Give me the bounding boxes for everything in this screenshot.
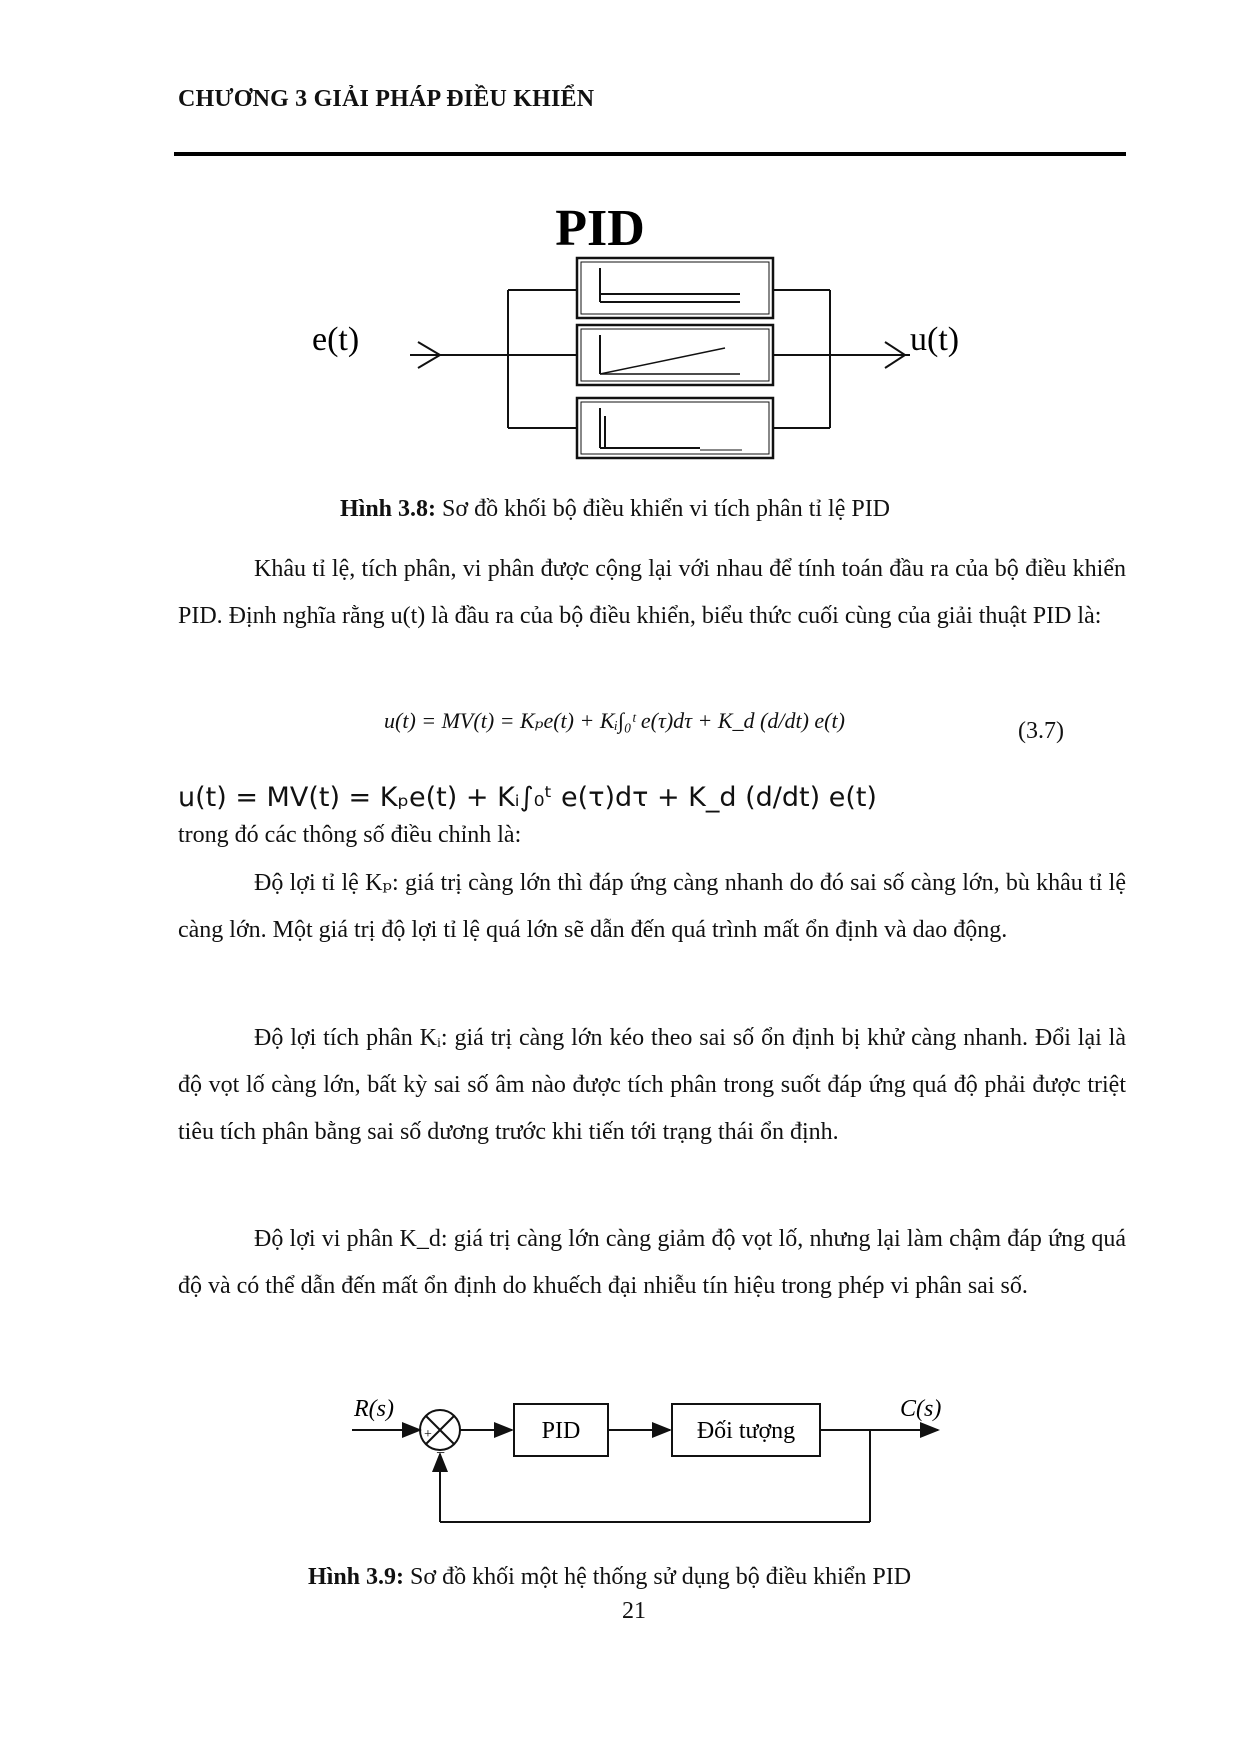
fig38-wiring	[410, 290, 910, 428]
fig39-plant-label: Đối tượng	[696, 1418, 796, 1444]
parameters-lead-in: trong đó các thông số điều chỉnh là:	[178, 822, 522, 848]
paragraph-kd: Độ lợi vi phân K_d: giá trị càng lớn càng giảm độ vọt lố, nhưng lại làm chậm đáp ứng quá độ và có thể dẫn đến mất ổn định do khuếch đại nhiễu tín hiệu trong phép vi phân sai số.	[178, 1226, 1126, 1299]
fig38-caption-label: Hình 3.8:	[340, 496, 437, 522]
fig39-caption-label: Hình 3.9:	[308, 1564, 405, 1590]
fig38-derivative-block	[577, 398, 773, 458]
equation-number: (3.7)	[1018, 718, 1064, 744]
fig39-wiring	[352, 1430, 938, 1522]
fig38-input-label: e(t)	[312, 321, 360, 358]
fig38-caption-text: Sơ đồ khối bộ điều khiển vi tích phân tỉ lệ PID	[436, 496, 891, 522]
paragraph-kp: Độ lợi tỉ lệ Kₚ: giá trị càng lớn thì đáp ứng càng nhanh do đó sai số càng lớn, bù khâu tỉ lệ càng lớn. Một giá trị độ lợi tỉ lệ quá lớn sẽ dẫn đến quá trình mất ổn định và dao động.	[178, 870, 1126, 943]
figure-3-9-caption	[308, 1564, 911, 1591]
figure-3-8-diagram	[300, 190, 1000, 480]
paragraph-ki: Độ lợi tích phân Kᵢ: giá trị càng lớn kéo theo sai số ổn định bị khử càng nhanh. Đổi lại là độ vọt lố càng lớn, bất kỳ sai số âm nào được tích phân trong suốt đáp ứng quá độ phải được triệt tiêu tích phân bằng sai số dương trước khi tiến tới trạng thái ổn định.	[178, 1025, 1126, 1145]
equation-3-7-alt: u(t) = MV(t) = Kₚe(t) + Kᵢ∫₀ᵗ e(τ)dτ + K_d (d/dt) e(t)	[178, 782, 877, 813]
fig38-proportional-block	[577, 258, 773, 318]
figure-3-8-caption	[340, 496, 890, 523]
equation-3-7: u(t) = MV(t) = Kₚe(t) + Kᵢ∫₀ᵗ e(τ)dτ + K_d (d/dt) e(t)	[384, 708, 845, 733]
fig38-title: PID	[555, 200, 645, 257]
fig39-output-label: C(s)	[900, 1396, 942, 1422]
fig39-input-label: R(s)	[354, 1396, 394, 1422]
chapter-header: CHƯƠNG 3 GIẢI PHÁP ĐIỀU KHIỂN	[178, 86, 595, 112]
fig39-pid-label: PID	[541, 1418, 581, 1444]
fig39-caption-text: Sơ đồ khối một hệ thống sử dụng bộ điều khiển PID	[404, 1564, 912, 1590]
page-number: 21	[622, 1598, 646, 1624]
fig39-plus-sign: +	[424, 1427, 432, 1442]
paragraph-intro: Khâu tỉ lệ, tích phân, vi phân được cộng lại với nhau để tính toán đầu ra của bộ điều khiển PID. Định nghĩa rằng u(t) là đầu ra của bộ điều khiển, biểu thức cuối cùng của giải thuật PID là:	[178, 556, 1126, 629]
fig38-output-label: u(t)	[910, 321, 960, 358]
fig38-integral-block	[577, 325, 773, 385]
figure-3-9-diagram	[340, 1390, 960, 1540]
header-rule	[174, 152, 1126, 156]
fig39-minus-sign: −	[436, 1445, 446, 1462]
